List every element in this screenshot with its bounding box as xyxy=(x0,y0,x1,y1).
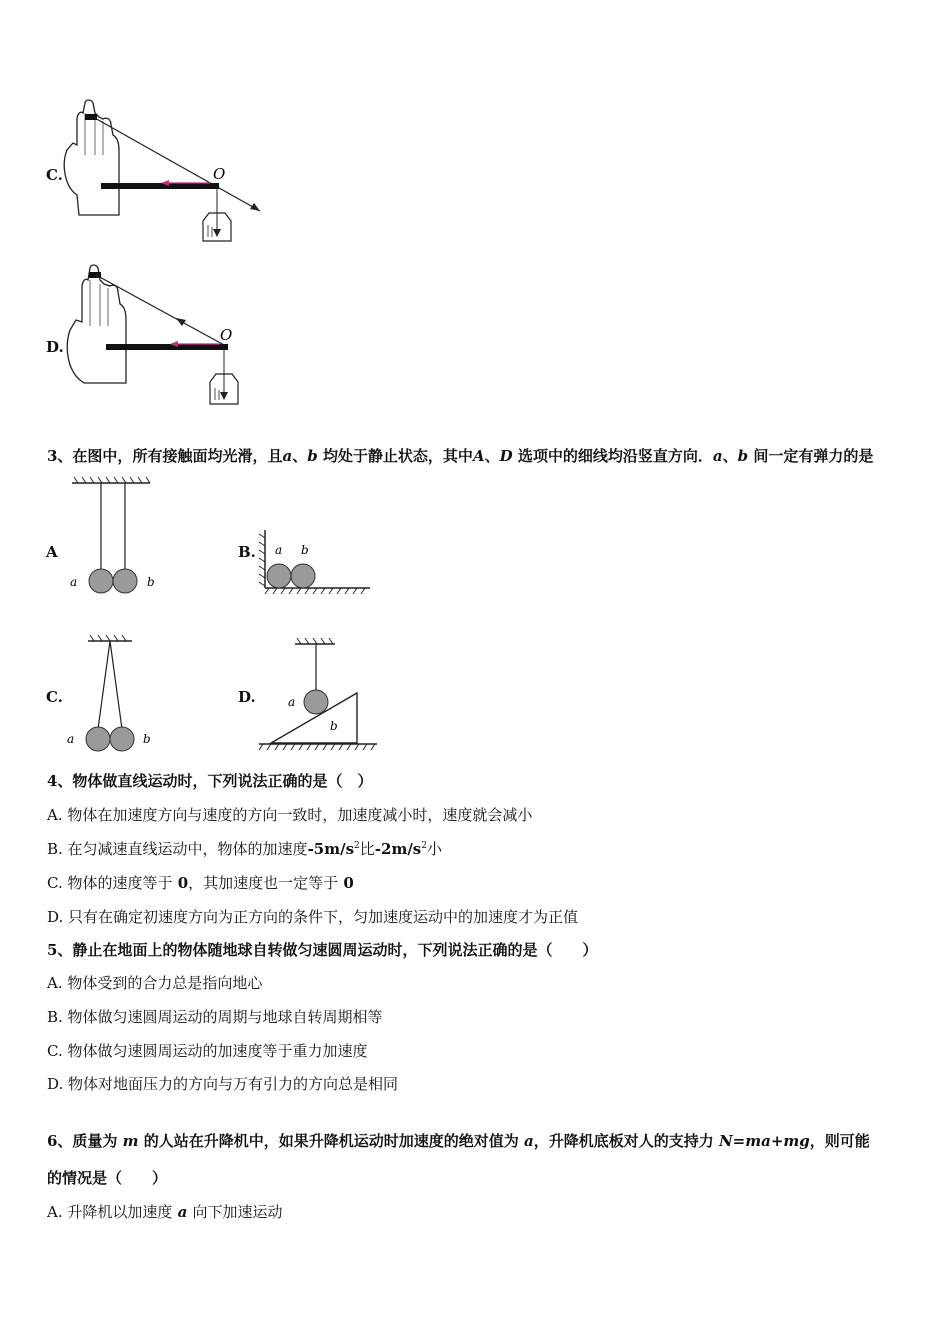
q3-option-b-label: B. xyxy=(238,543,256,561)
floor-hatch xyxy=(259,744,375,750)
ceiling-hatch xyxy=(74,477,150,483)
ball-a-label: a xyxy=(288,695,296,709)
rod xyxy=(106,344,228,350)
ball-b xyxy=(113,569,137,593)
finger-ring xyxy=(85,114,97,120)
q3-option-a-label: A xyxy=(46,543,58,561)
q2-option-c-label: C. xyxy=(46,166,63,184)
q3-stem-mid: 均处于静止状态，其中 xyxy=(317,447,473,465)
q6-var-a: a xyxy=(518,1132,534,1150)
q4-option-b-text: B. 在匀减速直线运动中，物体的加速度 xyxy=(47,840,308,858)
ball-a-label: a xyxy=(275,543,283,557)
q6-stem xyxy=(47,1130,870,1151)
weight-arrowhead xyxy=(213,229,221,237)
q3-option-d-label: D. xyxy=(238,688,256,706)
string-b xyxy=(110,641,122,729)
q5-option-b[interactable]: B. 物体做匀速圆周运动的周期与地球自转周期相等 xyxy=(47,1008,383,1026)
q6-var-a: a xyxy=(172,1203,193,1221)
q4-option-a[interactable]: A. 物体在加速度方向与速度的方向一致时，加速度减小时，速度就会减小 xyxy=(47,806,533,824)
floor-hatch xyxy=(265,588,365,594)
ball-b-label: b xyxy=(143,732,151,746)
q4-option-b[interactable] xyxy=(47,838,442,859)
q2-option-d-figure xyxy=(60,258,260,413)
wall-hatch xyxy=(259,534,265,586)
ball-a xyxy=(89,569,113,593)
q6-stem-text: ，升降机底板对人的支持力 xyxy=(533,1132,714,1150)
ball-b xyxy=(110,727,134,751)
q3-var-a: a xyxy=(712,447,723,465)
q4-option-c-value: 0 xyxy=(338,874,354,892)
q6-option-a-text: 向下加速运动 xyxy=(192,1203,283,1221)
q3-var-D: D xyxy=(499,447,513,465)
weight-arrowhead xyxy=(220,392,228,400)
ball-a-label: a xyxy=(70,575,78,589)
string-line xyxy=(96,275,226,346)
q6-stem-line2: 的情况是（ ） xyxy=(47,1169,168,1187)
q3-stem-suffix: 间一定有弹力的是 xyxy=(748,447,874,465)
q2-option-d-label: D. xyxy=(46,338,64,356)
string-arrowhead xyxy=(176,318,186,326)
superscript: 2 xyxy=(354,841,360,851)
q3-var-a: a xyxy=(282,447,293,465)
ceiling-hatch xyxy=(90,635,126,641)
q3-var-b: b xyxy=(307,447,318,465)
ball-a xyxy=(304,690,328,714)
q2-option-c-figure xyxy=(55,95,270,245)
q3-option-a-figure xyxy=(60,475,170,600)
q4-stem: 4、物体做直线运动时，下列说法正确的是（ ） xyxy=(47,772,373,790)
point-o-label: O xyxy=(213,165,226,183)
string-arrowhead xyxy=(250,203,260,211)
q3-option-c-label: C. xyxy=(46,688,63,706)
q5-option-c[interactable]: C. 物体做匀速圆周运动的加速度等于重力加速度 xyxy=(47,1042,368,1060)
ceiling-hatch xyxy=(297,638,333,644)
ball-a xyxy=(267,564,291,588)
q3-var-b: b xyxy=(737,447,749,465)
q3-sep: 、 xyxy=(292,447,308,465)
q4-option-b-value: -5m/s xyxy=(307,840,355,858)
q3-option-b-figure xyxy=(255,522,380,602)
q6-stem-text: 6、质量为 xyxy=(47,1132,118,1150)
wedge-b-label: b xyxy=(330,719,338,733)
ball-b-label: b xyxy=(147,575,155,589)
ball-a xyxy=(86,727,110,751)
q4-option-b-text: 比 xyxy=(359,840,375,858)
q3-var-A: A xyxy=(472,447,485,465)
q6-option-a-text: A. 升降机以加速度 xyxy=(47,1203,173,1221)
q3-option-d-figure xyxy=(255,636,385,756)
q4-option-b-text: 小 xyxy=(426,840,442,858)
finger-lines xyxy=(90,280,108,326)
q6-stem-text: ，则可能 xyxy=(809,1132,870,1150)
q3-sep: 、 xyxy=(722,447,738,465)
q3-stem xyxy=(47,445,873,466)
rod xyxy=(101,183,219,189)
q5-stem: 5、静止在地面上的物体随地球自转做匀速圆周运动时，下列说法正确的是（ ） xyxy=(47,941,598,959)
q6-stem-text: 的人站在升降机中，如果升降机运动时加速度的绝对值为 xyxy=(143,1132,519,1150)
ball-b xyxy=(291,564,315,588)
q3-sep: 、 xyxy=(484,447,500,465)
q3-stem-prefix: 3、在图中，所有接触面均光滑，且 xyxy=(47,447,283,465)
q4-option-c-text: C. 物体的速度等于 xyxy=(47,874,173,892)
q5-option-a[interactable]: A. 物体受到的合力总是指向地心 xyxy=(47,974,263,992)
ball-b-label: b xyxy=(301,543,309,557)
hand-outline xyxy=(67,265,126,383)
q6-formula: N=ma+mg xyxy=(713,1132,810,1150)
q4-option-b-value: -2m/s xyxy=(374,840,422,858)
q4-option-c-value: 0 xyxy=(172,874,189,892)
q3-option-c-figure xyxy=(60,633,170,758)
q6-var-m: m xyxy=(117,1132,144,1150)
q4-option-c-text: ，其加速度也一定等于 xyxy=(188,874,339,892)
string-line xyxy=(93,117,260,211)
q3-stem-mid: 选项中的细线均沿竖直方向． xyxy=(512,447,713,465)
superscript: 2 xyxy=(421,841,427,851)
string-a xyxy=(98,641,110,729)
q6-option-a[interactable] xyxy=(47,1201,283,1222)
q5-option-d[interactable]: D. 物体对地面压力的方向与万有引力的方向总是相同 xyxy=(47,1075,399,1093)
q4-option-c[interactable] xyxy=(47,872,354,893)
q4-option-d[interactable]: D. 只有在确定初速度方向为正方向的条件下，匀加速度运动中的加速度才为正值 xyxy=(47,908,579,926)
point-o-label: O xyxy=(220,326,233,344)
ball-a-label: a xyxy=(67,732,75,746)
